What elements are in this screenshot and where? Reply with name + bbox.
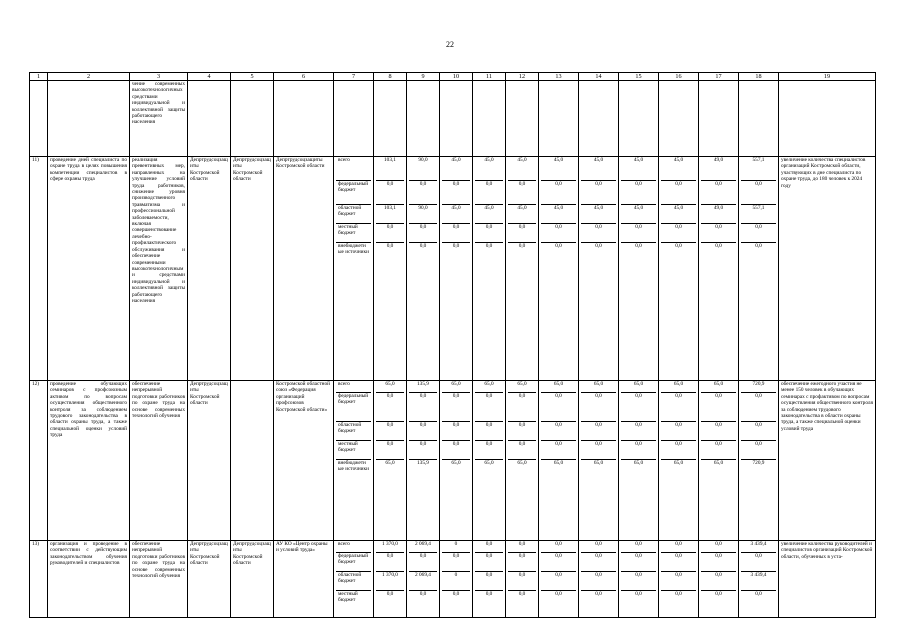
funding-value: 0,0 xyxy=(661,422,696,441)
funding-value: 45,0 xyxy=(541,205,576,224)
funding-value: 0,0 xyxy=(621,393,656,422)
funding-value: 3 439,4 xyxy=(741,572,776,591)
funding-value: 0,0 xyxy=(701,224,736,243)
funding-value: 65,0 xyxy=(581,381,616,393)
funding-value: 0,0 xyxy=(675,243,682,249)
funding-source-label: областной бюджет xyxy=(336,572,371,591)
funding-value: 0,0 xyxy=(409,422,437,441)
funding-source-label: всего xyxy=(336,157,371,181)
funding-values-column xyxy=(579,541,619,618)
funding-value: 2 069,4 xyxy=(409,572,437,591)
row-number: 11) xyxy=(30,157,48,381)
column-header: 17 xyxy=(699,73,739,81)
funding-value: 0,0 xyxy=(581,541,616,553)
funding-value: 0,0 xyxy=(541,422,576,441)
funding-values-column xyxy=(539,541,579,618)
funding-value: 0,0 xyxy=(518,243,526,249)
expected-result: увеличение количества специалистов организаций Костромской области, участвующих в дне специалиста по охране труда, до 180 человек к 2024 году xyxy=(779,157,876,381)
funding-source-label: областной бюджет xyxy=(336,205,371,224)
funding-value: 65,0 xyxy=(442,381,470,393)
funding-source-label: областной бюджет xyxy=(336,422,371,441)
column-header: 13 xyxy=(539,73,579,81)
funding-value: 0,0 xyxy=(555,591,562,597)
funding-source-label: всего xyxy=(336,541,371,553)
funding-value: 0,0 xyxy=(541,553,576,572)
funding-value: 0,0 xyxy=(475,572,503,591)
funding-value: 103,1 xyxy=(376,157,404,181)
funding-value: 0,0 xyxy=(661,572,696,591)
funding-sources xyxy=(334,157,374,381)
funding-value: 0,0 xyxy=(508,422,536,441)
funding-value: 0,0 xyxy=(475,181,503,205)
funding-value: 1 370,0 xyxy=(376,541,404,553)
funding-values-column xyxy=(374,157,407,381)
funding-value: 0,0 xyxy=(595,591,602,597)
funding-value: 0,0 xyxy=(741,441,776,460)
funding-values-column xyxy=(659,381,699,541)
event-name: проведение обучающих семинаров с профсоюзным активом по вопросам осуществления общественного контроля за соблюдением трудового законодательства в области охраны труда, а также специальной оценки условий труда xyxy=(48,381,130,541)
funding-value: 45,0 xyxy=(661,205,696,224)
funding-value: 0,0 xyxy=(508,572,536,591)
funding-value: 0,0 xyxy=(581,393,616,422)
funding-value: 65,0 xyxy=(593,460,604,466)
funding-value: 45,0 xyxy=(541,157,576,181)
funding-value: 0,0 xyxy=(661,553,696,572)
funding-value: 557,1 xyxy=(741,205,776,224)
funding-value: 0,0 xyxy=(442,553,470,572)
column-header: 14 xyxy=(579,73,619,81)
funding-value: 0 xyxy=(442,541,470,553)
funding-value: 0,0 xyxy=(701,393,736,422)
co-executor xyxy=(231,381,274,541)
funding-value: 49,0 xyxy=(701,205,736,224)
funding-value: 65,0 xyxy=(541,381,576,393)
funding-values-column xyxy=(699,157,739,381)
funding-values-column xyxy=(539,381,579,541)
column-header: 8 xyxy=(374,73,407,81)
funding-sources xyxy=(334,381,374,541)
funding-value: 135,9 xyxy=(409,381,437,393)
funding-values-column xyxy=(440,157,473,381)
funding-value: 0,0 xyxy=(635,591,642,597)
funding-value: 0,0 xyxy=(701,553,736,572)
funding-values-column xyxy=(440,541,473,618)
column-header: 3 xyxy=(130,73,188,81)
funding-value: 0,0 xyxy=(452,591,460,597)
funding-source-label: местный бюджет xyxy=(336,441,371,460)
funding-value: 0,0 xyxy=(508,224,536,243)
funding-value: 720,9 xyxy=(741,381,776,393)
funding-values-column xyxy=(699,541,739,618)
column-header: 18 xyxy=(739,73,779,81)
column-header: 12 xyxy=(506,73,539,81)
funding-value: 103,1 xyxy=(376,205,404,224)
funding-value: 0,0 xyxy=(386,243,394,249)
funding-values-column xyxy=(473,541,506,618)
funding-value: 0,0 xyxy=(621,541,656,553)
funding-value: 0,0 xyxy=(621,224,656,243)
funding-value: 65,0 xyxy=(701,381,736,393)
funding-value: 65,0 xyxy=(385,460,395,466)
funding-value: 0,0 xyxy=(555,243,562,249)
funding-value: 0,0 xyxy=(595,243,602,249)
funding-value: 0,0 xyxy=(541,181,576,205)
funding-value: 45,0 xyxy=(508,157,536,181)
funding-value: 0,0 xyxy=(621,572,656,591)
funding-value: 0,0 xyxy=(581,572,616,591)
funding-values-column xyxy=(739,157,779,381)
funding-values-column xyxy=(659,541,699,618)
funding-values-column xyxy=(440,381,473,541)
funding-value: 65,0 xyxy=(475,381,503,393)
funding-value: 0,0 xyxy=(701,422,736,441)
funding-value: 65,0 xyxy=(713,460,724,466)
funding-value: 0,0 xyxy=(409,441,437,460)
column-header: 15 xyxy=(619,73,659,81)
event-name: организация и проведение в соответствии с действующим законодательством обучения руководителей и специалистов xyxy=(48,541,130,618)
column-header: 9 xyxy=(407,73,440,81)
funding-value: 0,0 xyxy=(701,441,736,460)
table-row xyxy=(30,157,876,381)
funding-source-label: местный бюджет xyxy=(338,591,358,604)
funding-source-label: федеральный бюджет xyxy=(336,393,371,422)
funding-value: 0,0 xyxy=(741,422,776,441)
funding-value: 0,0 xyxy=(409,181,437,205)
funding-value: 49,0 xyxy=(701,157,736,181)
column-header: 7 xyxy=(334,73,374,81)
funding-value: 2 069,4 xyxy=(409,541,437,553)
funding-value: 65,0 xyxy=(621,381,656,393)
funding-value: 90,0 xyxy=(409,157,437,181)
funding-value: 45,0 xyxy=(508,205,536,224)
funding-value: 0,0 xyxy=(581,441,616,460)
funding-value: 0,0 xyxy=(376,422,404,441)
funding-value: 65,0 xyxy=(508,381,536,393)
funding-sources xyxy=(334,541,374,618)
funding-value: 0,0 xyxy=(541,224,576,243)
funding-value: 45,0 xyxy=(581,205,616,224)
funding-value: 0,0 xyxy=(442,224,470,243)
table-row xyxy=(30,541,876,618)
funding-value: 0,0 xyxy=(621,181,656,205)
funding-value: 65,0 xyxy=(376,381,404,393)
funding-value: 0,0 xyxy=(581,553,616,572)
funding-value: 0,0 xyxy=(715,243,722,249)
funding-source-label: внебюджетные источники xyxy=(338,460,369,473)
expected-result: увеличение количества руководителей и специалистов организаций Костромской области, обученных в уста- xyxy=(779,541,876,618)
funding-value: 0,0 xyxy=(409,224,437,243)
event-goal: реализация превентивных мер, направленных на улучшение условий труда работников, снижение уровня производственного травматизма и профессиональной заболеваемости, включая совершенствование лечебно-профилактического обслуживания и обеспечение современными высокотехнологичными средствами индивидуальной и коллективной защиты работающего населения xyxy=(130,157,188,381)
funding-value: 0,0 xyxy=(508,553,536,572)
funding-value: 65,0 xyxy=(451,460,461,466)
funding-value: 65,0 xyxy=(517,460,527,466)
funding-values-column xyxy=(619,381,659,541)
funding-value: 0,0 xyxy=(475,224,503,243)
funding-values-column xyxy=(506,381,539,541)
co-executor: Депртрудсоцзащиты Костромской области xyxy=(231,541,274,618)
funding-value: 65,0 xyxy=(673,460,684,466)
responsible-executor: Депртрудсоцзащиты Костромской области xyxy=(188,381,231,541)
funding-value: 0,0 xyxy=(621,553,656,572)
responsible-executor: Депртрудсоцзащиты Костромской области xyxy=(188,541,231,618)
program-table xyxy=(29,72,876,618)
funding-value: 0,0 xyxy=(701,572,736,591)
funding-value: 0,0 xyxy=(541,541,576,553)
funding-value: 0,0 xyxy=(701,541,736,553)
participant: Депртрудсоцзащиты Костромской области xyxy=(274,157,334,381)
column-header: 5 xyxy=(231,73,274,81)
funding-values-column xyxy=(619,157,659,381)
funding-value: 0,0 xyxy=(419,243,427,249)
funding-value: 0,0 xyxy=(518,591,526,597)
funding-value: 0,0 xyxy=(661,181,696,205)
funding-value: 0,0 xyxy=(386,591,394,597)
page-number: 22 xyxy=(446,40,454,49)
header-row xyxy=(30,73,876,81)
funding-values-column xyxy=(407,541,440,618)
funding-value: 0,0 xyxy=(475,441,503,460)
funding-values-column xyxy=(407,157,440,381)
funding-value: 0,0 xyxy=(485,243,493,249)
funding-values-column xyxy=(473,157,506,381)
funding-value: 0,0 xyxy=(581,181,616,205)
table-row xyxy=(30,381,876,541)
funding-values-column xyxy=(579,381,619,541)
funding-source-label: федеральный бюджет xyxy=(336,553,371,572)
funding-values-column xyxy=(539,157,579,381)
participant: АУ КО «Центр охраны и условий труда» xyxy=(274,541,334,618)
co-executor: Депртрудсоцзащиты Костромской области xyxy=(231,157,274,381)
column-header: 1 xyxy=(30,73,48,81)
funding-value: 0,0 xyxy=(409,553,437,572)
funding-value: 0,0 xyxy=(475,393,503,422)
event-name: проведение дней специалиста по охране труда в целях повышения компетенции специалистов в сфере охраны труда xyxy=(48,157,130,381)
funding-values-column xyxy=(374,541,407,618)
funding-values-column xyxy=(407,381,440,541)
participant: Костромской областной союз «Федерация организаций профсоюзов Костромской области» xyxy=(274,381,334,541)
funding-value: 0,0 xyxy=(581,422,616,441)
funding-value: 0,0 xyxy=(508,541,536,553)
funding-value: 65,0 xyxy=(484,460,494,466)
responsible-executor: Депртрудсоцзащиты Костромской области xyxy=(188,157,231,381)
funding-value: 0,0 xyxy=(419,591,427,597)
funding-value: 0,0 xyxy=(409,393,437,422)
funding-values-column xyxy=(659,157,699,381)
column-header: 11 xyxy=(473,73,506,81)
column-header: 10 xyxy=(440,73,473,81)
funding-value: 45,0 xyxy=(661,157,696,181)
funding-values-column xyxy=(619,541,659,618)
funding-value: 0,0 xyxy=(621,422,656,441)
funding-value: 0,0 xyxy=(442,422,470,441)
funding-value: 0,0 xyxy=(715,591,722,597)
funding-value: 65,0 xyxy=(553,460,564,466)
funding-value: 0,0 xyxy=(755,243,762,249)
continuation-goal-text: чение современных высокотехнологичных средствами индивидуальной и коллективной защиты работающего населения xyxy=(130,81,188,157)
funding-values-column xyxy=(579,157,619,381)
funding-value: 45,0 xyxy=(621,205,656,224)
funding-value: 3 439,4 xyxy=(741,541,776,553)
funding-value: 0,0 xyxy=(741,393,776,422)
column-header: 16 xyxy=(659,73,699,81)
column-header: 19 xyxy=(779,73,876,81)
funding-value: 45,0 xyxy=(475,205,503,224)
funding-source-label: всего xyxy=(336,381,371,393)
funding-value: 0,0 xyxy=(508,441,536,460)
row-number: 12) xyxy=(30,381,48,541)
funding-value: 0,0 xyxy=(452,243,460,249)
funding-source-label: федеральный бюджет xyxy=(336,181,371,205)
funding-value: 45,0 xyxy=(621,157,656,181)
funding-value: 0,0 xyxy=(581,224,616,243)
continuation-row xyxy=(30,81,876,157)
funding-value: 0,0 xyxy=(701,181,736,205)
funding-value: 0,0 xyxy=(508,393,536,422)
funding-value: 0,0 xyxy=(741,224,776,243)
funding-value: 0,0 xyxy=(661,441,696,460)
funding-value: 1 370,0 xyxy=(376,572,404,591)
funding-values-column xyxy=(506,541,539,618)
funding-value: 0,0 xyxy=(661,224,696,243)
funding-values-column xyxy=(374,381,407,541)
funding-value: 720,9 xyxy=(752,460,765,466)
row-number: 13) xyxy=(30,541,48,618)
funding-values-column xyxy=(739,381,779,541)
funding-value: 0,0 xyxy=(635,243,642,249)
funding-value: 0,0 xyxy=(541,441,576,460)
funding-value: 0,0 xyxy=(442,393,470,422)
funding-value: 0,0 xyxy=(376,393,404,422)
funding-source-label: внебюджетные источники xyxy=(338,243,369,256)
funding-value: 0 xyxy=(442,572,470,591)
funding-value: 0,0 xyxy=(541,393,576,422)
funding-value: 0,0 xyxy=(485,591,493,597)
funding-value: 65,0 xyxy=(661,381,696,393)
funding-values-column xyxy=(506,157,539,381)
funding-value: 90,0 xyxy=(409,205,437,224)
funding-value: 0,0 xyxy=(675,591,682,597)
funding-value: 0,0 xyxy=(376,224,404,243)
funding-values-column xyxy=(739,541,779,618)
funding-value: 0,0 xyxy=(661,541,696,553)
funding-value: 0,0 xyxy=(442,181,470,205)
funding-value: 0,0 xyxy=(741,553,776,572)
funding-value: 557,1 xyxy=(741,157,776,181)
funding-value: 0,0 xyxy=(376,181,404,205)
funding-value: 45,0 xyxy=(442,157,470,181)
funding-value: 45,0 xyxy=(475,157,503,181)
funding-values-column xyxy=(699,381,739,541)
funding-value: 0,0 xyxy=(755,591,762,597)
funding-value: 0,0 xyxy=(621,441,656,460)
funding-value: 0,0 xyxy=(508,181,536,205)
column-header: 4 xyxy=(188,73,231,81)
funding-value: 0,0 xyxy=(475,553,503,572)
funding-value: 65,0 xyxy=(633,460,644,466)
event-goal: обеспечение непрерывной подготовки работников по охране труда на основе современных технологий обучения xyxy=(130,541,188,618)
funding-value: 0,0 xyxy=(442,441,470,460)
funding-value: 0,0 xyxy=(376,441,404,460)
funding-value: 45,0 xyxy=(442,205,470,224)
column-header: 2 xyxy=(48,73,130,81)
funding-value: 135,9 xyxy=(417,460,429,466)
column-header: 6 xyxy=(274,73,334,81)
funding-value: 0,0 xyxy=(475,422,503,441)
funding-value: 0,0 xyxy=(376,553,404,572)
funding-source-label: местный бюджет xyxy=(336,224,371,243)
funding-value: 45,0 xyxy=(581,157,616,181)
funding-value: 0,0 xyxy=(741,181,776,205)
funding-value: 0,0 xyxy=(475,541,503,553)
funding-value: 0,0 xyxy=(541,572,576,591)
expected-result: обеспечение ежегодного участия не менее 150 человек в обучающих семинарах с профактивом по вопросам осуществления общественного контроля за соблюдением трудового законодательства в области охраны труда, а также специальной оценки условий труда xyxy=(779,381,876,541)
event-goal: обеспечение непрерывной подготовки работников по охране труда на основе современных технологий обучения xyxy=(130,381,188,541)
funding-values-column xyxy=(473,381,506,541)
funding-value: 0,0 xyxy=(661,393,696,422)
